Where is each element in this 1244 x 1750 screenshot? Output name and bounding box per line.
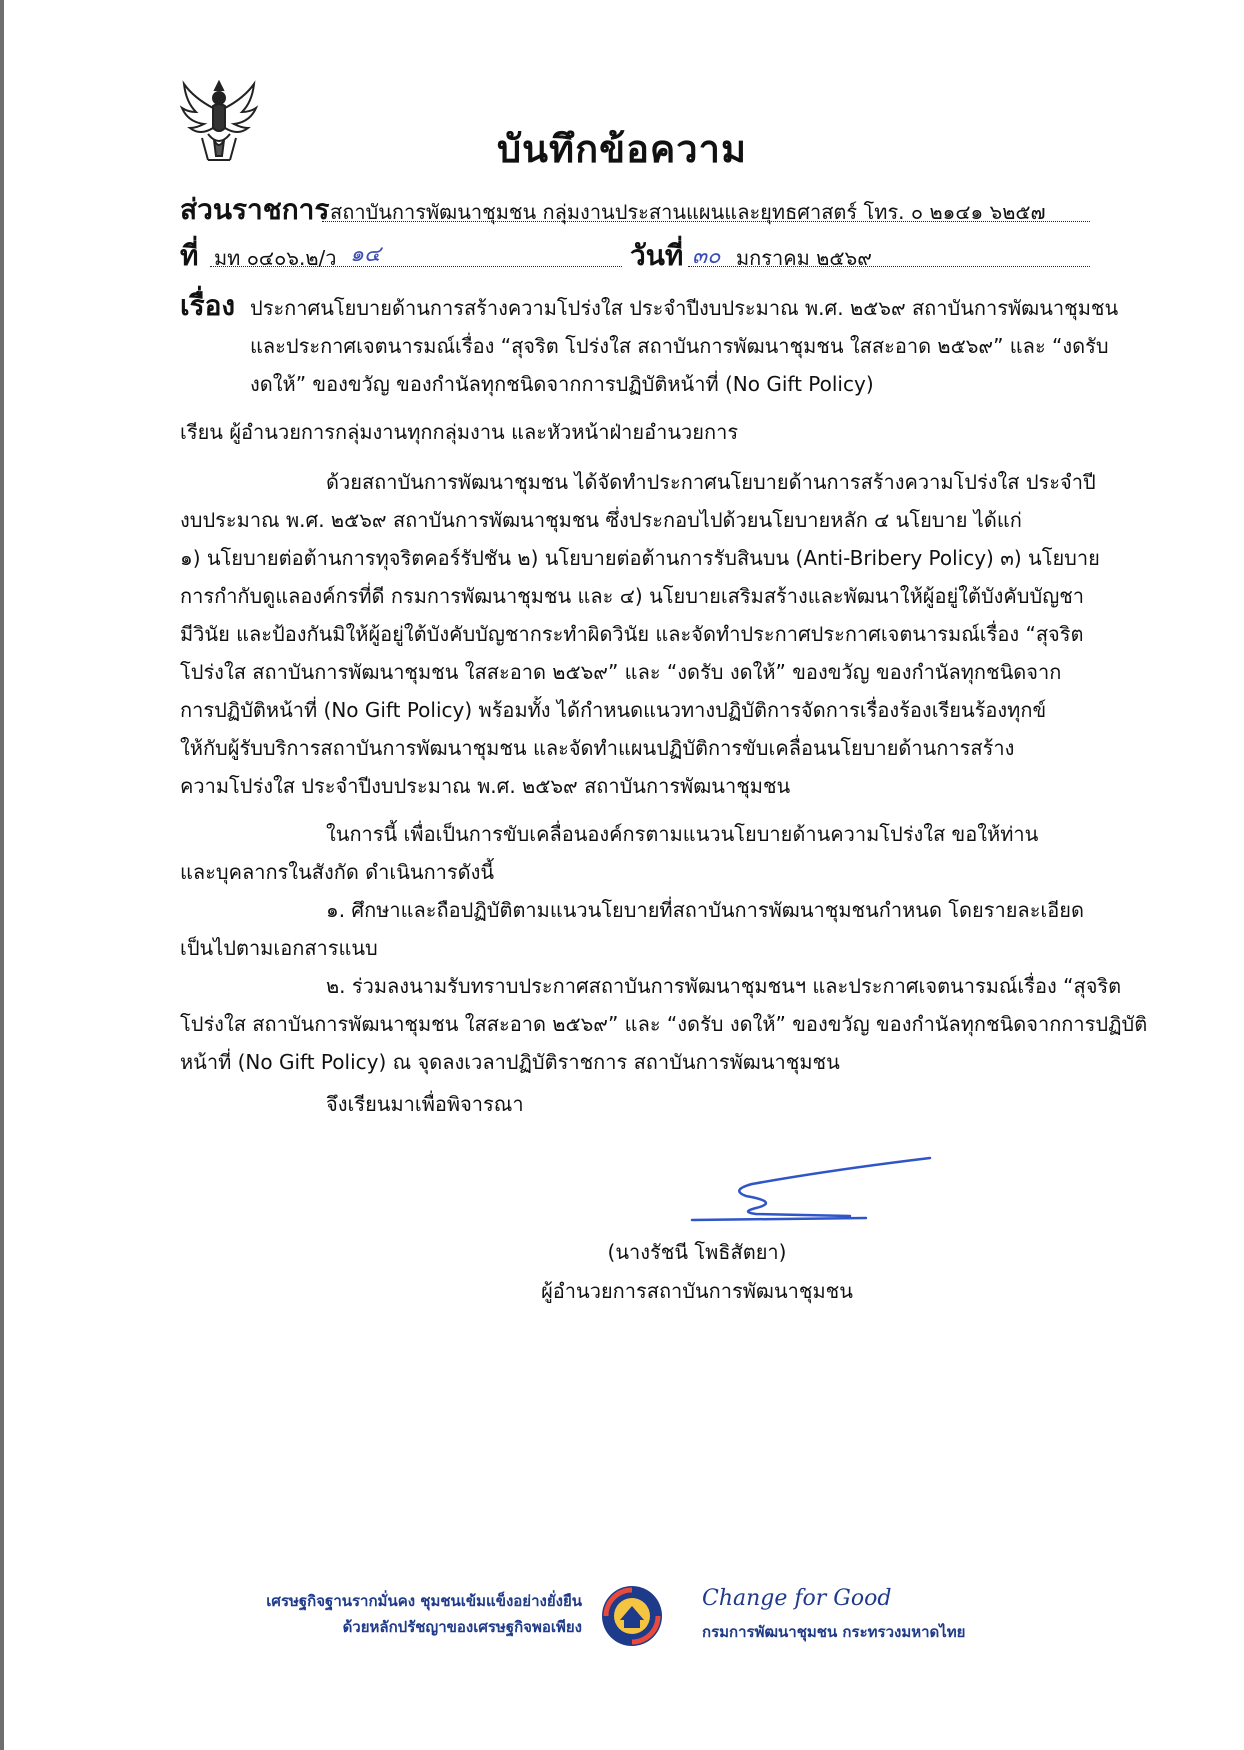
handwritten-signature [680,1150,940,1230]
body-line: ๒. ร่วมลงนามรับทราบประกาศสถาบันการพัฒนาชุมชนฯ และประกาศเจตนารมณ์เรื่อง “สุจริต [326,974,1122,998]
page-edge-shadow [0,0,4,1750]
body-line: โปร่งใส สถาบันการพัฒนาชุมชน ใสสะอาด ๒๕๖๙” และ “งดรับ งดให้” ของขวัญ ของกำนัลทุกชนิดจาก [180,660,1062,684]
footer-department: กรมการพัฒนาชุมชน กระทรวงมหาดไทย [702,1623,966,1641]
body-line: และบุคลากรในสังกัด ดำเนินการดังนี้ [180,860,495,884]
footer-motto-line: ด้วยหลักปรัชญาของเศรษฐกิจพอเพียง [342,1618,582,1636]
agency-value: สถาบันการพัฒนาชุมชน กลุ่มงานประสานแผนและยุทธศาสตร์ โทร. ๐ ๒๑๔๑ ๖๒๕๗ [330,200,1046,224]
signer-name: (นางรัชนี โพธิสัตยา) [607,1240,787,1264]
footer-motto-line: เศรษฐกิจฐานรากมั่นคง ชุมชนเข้มแข็งอย่างยั่งยืน [266,1592,582,1610]
body-line: ด้วยสถาบันการพัฒนาชุมชน ได้จัดทำประกาศนโยบายด้านการสร้างความโปร่งใส ประจำปี [326,470,1096,494]
body-line: งบประมาณ พ.ศ. ๒๕๖๙ สถาบันการพัฒนาชุมชน ซึ่งประกอบไปด้วยนโยบายหลัก ๔ นโยบาย ได้แก่ [180,508,1022,532]
body-line: มีวินัย และป้องกันมิให้ผู้อยู่ใต้บังคับบัญชากระทำผิดวินัย และจัดทำประกาศประกาศเจตนารมณ์เรื่อง “สุจริต [180,622,1084,646]
body-line: ในการนี้ เพื่อเป็นการขับเคลื่อนองค์กรตามแนวนโยบายด้านความโปร่งใส ขอให้ท่าน [326,822,1039,846]
body-line: การกำกับดูแลองค์กรที่ดี กรมการพัฒนาชุมชน และ ๔) นโยบายเสริมสร้างและพัฒนาให้ผู้อยู่ใต้บังคับบัญชา [180,584,1085,608]
body-line: โปร่งใส สถาบันการพัฒนาชุมชน ใสสะอาด ๒๕๖๙” และ “งดรับ งดให้” ของขวัญ ของกำนัลทุกชนิดจากการปฏิบัติ [180,1012,1148,1036]
body-line: เป็นไปตามเอกสารแนบ [180,936,378,960]
body-line: หน้าที่ (No Gift Policy) ณ จุดลงเวลาปฏิบัติราชการ สถาบันการพัฒนาชุมชน [180,1050,840,1074]
footer-slogan: Change for Good [702,1586,892,1611]
footer-motto [266,1588,582,1640]
subject-label: เรื่อง [180,289,236,322]
subject-line: และประกาศเจตนารมณ์เรื่อง “สุจริต โปร่งใส สถาบันการพัฒนาชุมชน ใสสะอาด ๒๕๖๙” และ “งดรับ [250,334,1109,358]
department-logo-icon [600,1580,664,1650]
closing-line: จึงเรียนมาเพื่อพิจารณา [326,1092,524,1116]
salutation: เรียน ผู้อำนวยการกลุ่มงานทุกกลุ่มงาน และหัวหน้าฝ่ายอำนวยการ [180,420,739,444]
subject-line: งดให้” ของขวัญ ของกำนัลทุกชนิดจากการปฏิบัติหน้าที่ (No Gift Policy) [250,372,874,396]
date-label: วันที่ [630,239,684,272]
body-line: ให้กับผู้รับบริการสถาบันการพัฒนาชุมชน และจัดทำแผนปฏิบัติการขับเคลื่อนนโยบายด้านการสร้าง [180,736,1015,760]
body-line: ๑) นโยบายต่อต้านการทุจริตคอร์รัปชัน ๒) นโยบายต่อต้านการรับสินบน (Anti-Bribery Policy) ๓) นโยบาย [180,546,1100,570]
subject-line: ประกาศนโยบายด้านการสร้างความโปร่งใส ประจำปีงบประมาณ พ.ศ. ๒๕๖๙ สถาบันการพัฒนาชุมชน [250,296,1119,320]
agency-label: ส่วนราชการ [180,193,330,226]
memo-title: บันทึกข้อความ [496,126,748,171]
signer-position: ผู้อำนวยการสถาบันการพัฒนาชุมชน [541,1279,853,1303]
body-line: ความโปร่งใส ประจำปีงบประมาณ พ.ศ. ๒๕๖๙ สถาบันการพัฒนาชุมชน [180,774,791,798]
ref-value: มท ๐๔๐๖.๒/ว [214,246,337,270]
ref-label: ที่ [180,239,199,272]
body-line: ๑. ศึกษาและถือปฏิบัติตามแนวนโยบายที่สถาบันการพัฒนาชุมชนกำหนด โดยรายละเอียด [326,898,1084,922]
ref-handwritten-number: ๑๔ [350,242,381,267]
date-handwritten-day: ๓๐ [692,244,721,269]
date-value: มกราคม ๒๕๖๙ [736,246,872,270]
body-line: การปฏิบัติหน้าที่ (No Gift Policy) พร้อมทั้ง ได้กำหนดแนวทางปฏิบัติการจัดการเรื่องร้องเรียนร้องทุกข์ [180,698,1047,722]
